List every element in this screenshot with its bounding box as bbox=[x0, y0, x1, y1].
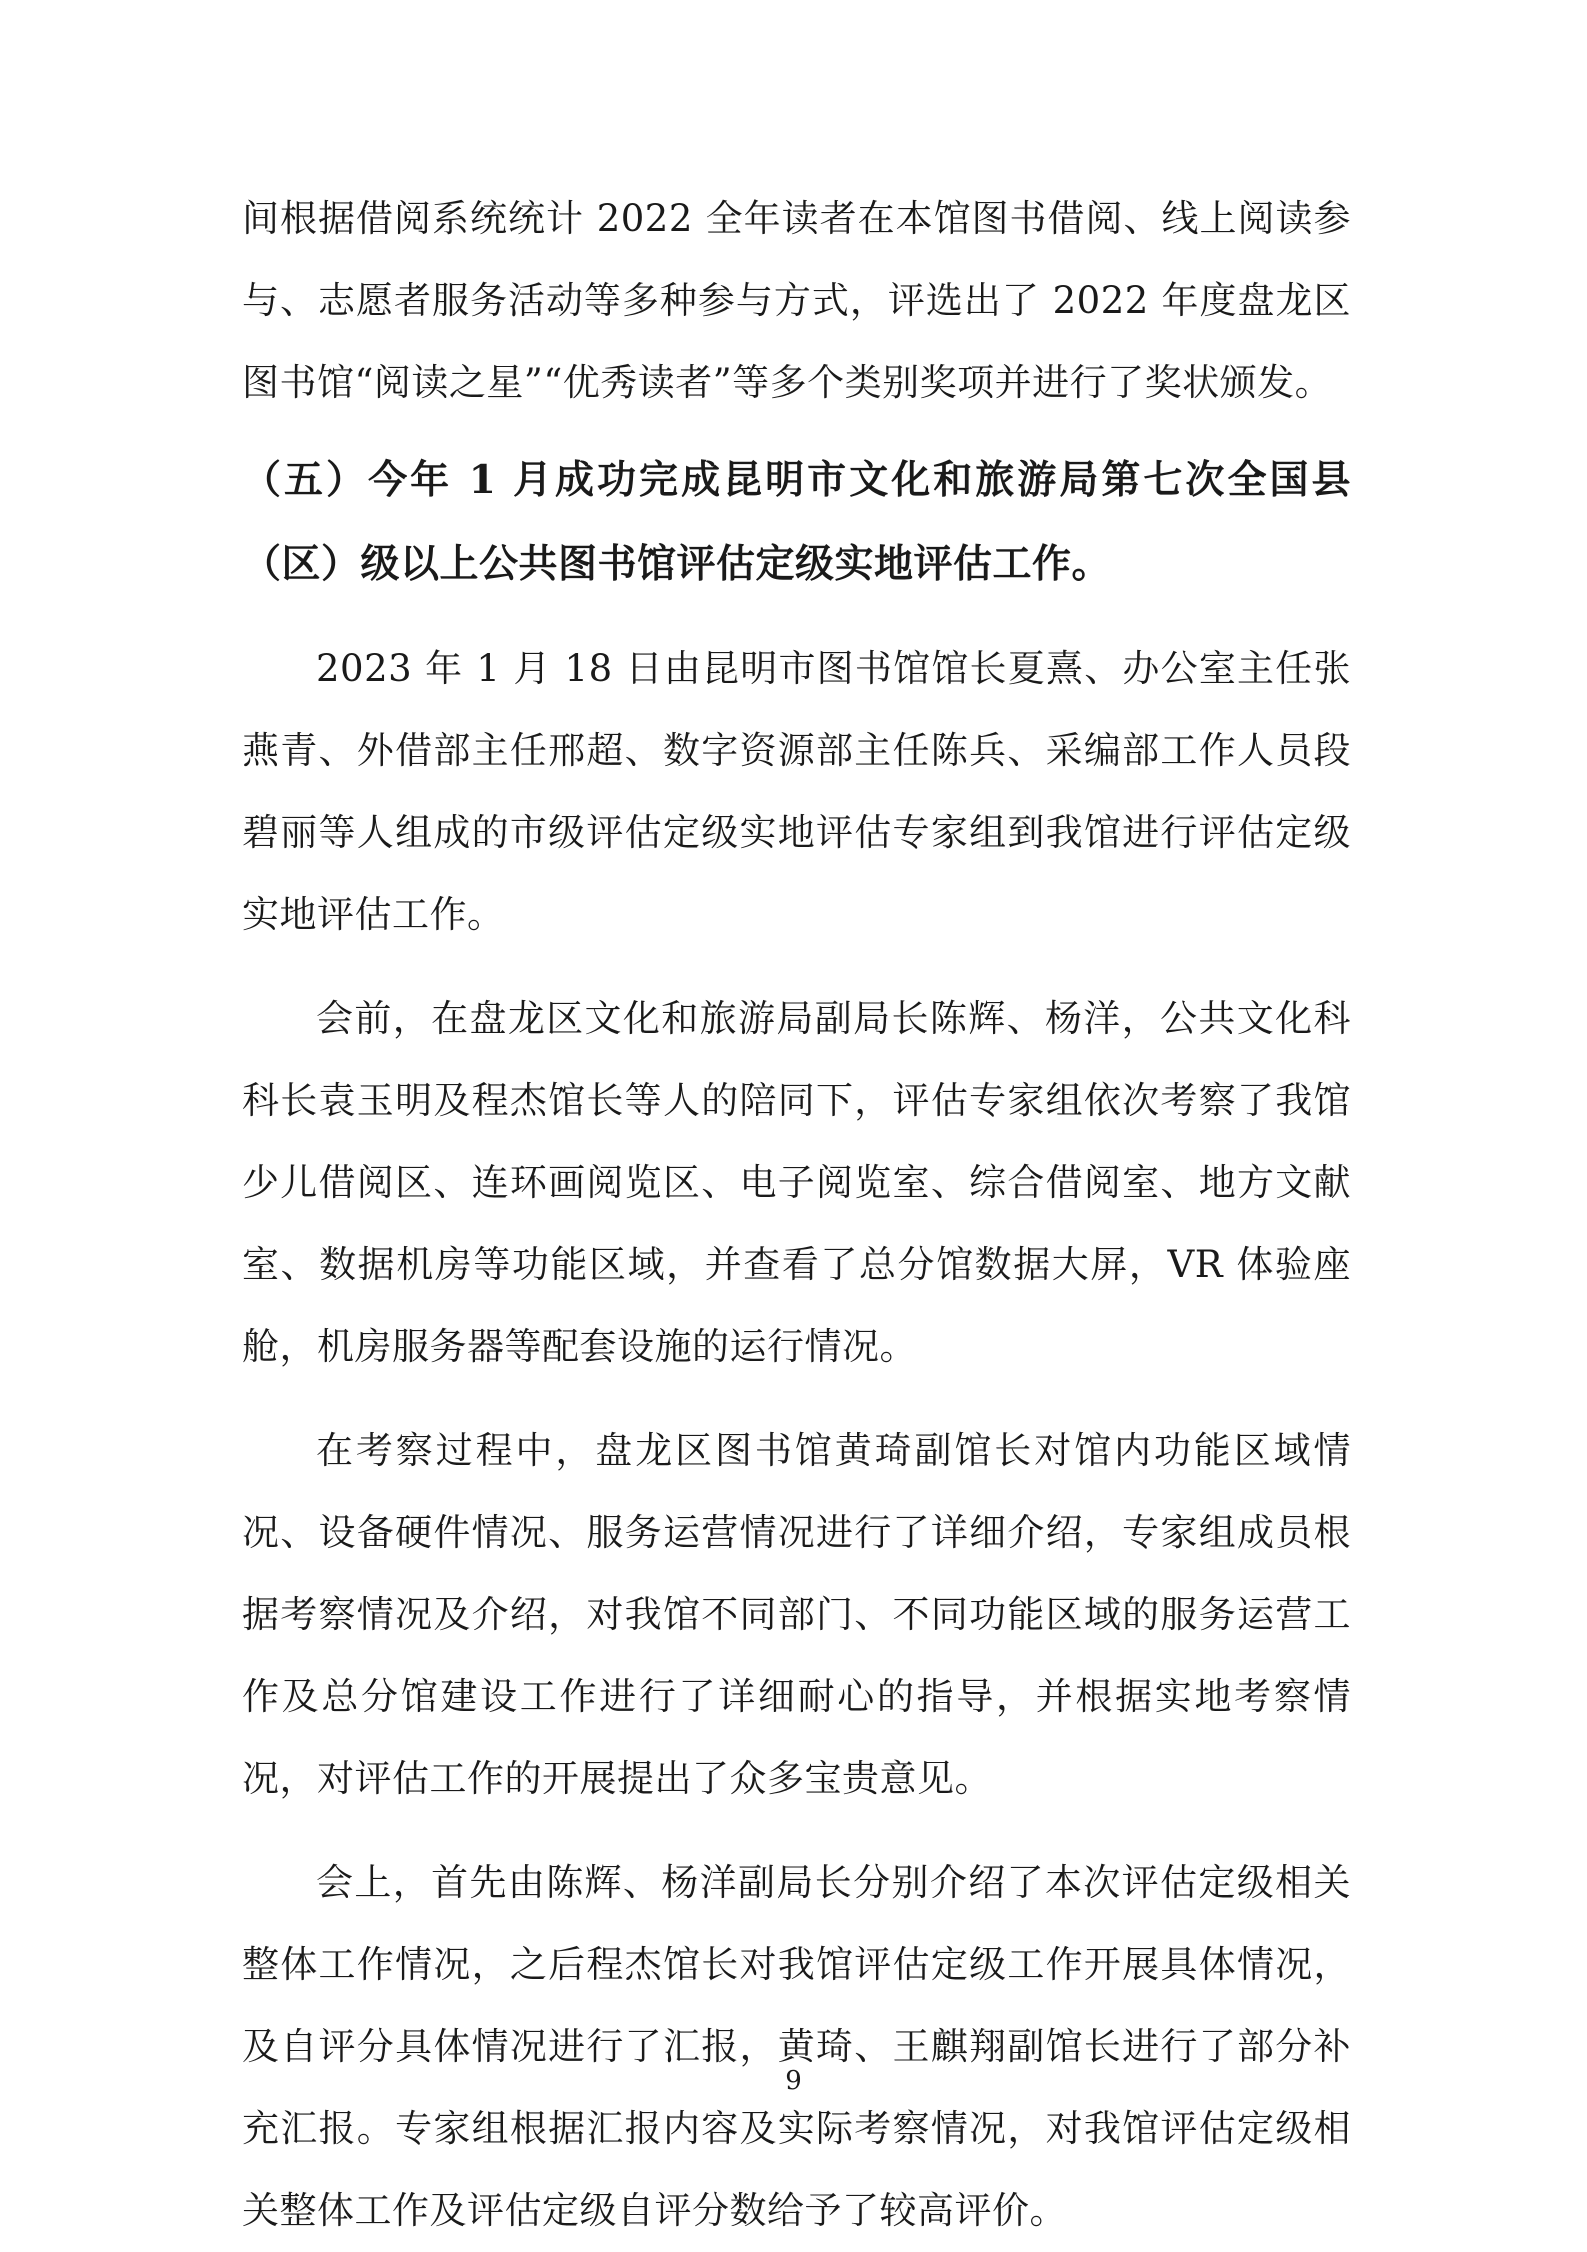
paragraph-inspection-guidance: 在考察过程中，盘龙区图书馆黄琦副馆长对馆内功能区域情况、设备硬件情况、服务运营情况进行了详细介绍，专家组成员根据考察情况及介绍，对我馆不同部门、不同功能区域的服务运营工作及总分馆建设工作进行了详细耐心的指导，并根据实地考察情况，对评估工作的开展提出了众多宝贵意见。 bbox=[242, 1429, 1351, 1800]
section-heading-five: （五）今年 1 月成功完成昆明市文化和旅游局第七次全国县（区）级以上公共图书馆评估定级实地评估工作。 bbox=[242, 457, 1351, 587]
paragraph-reader-awards: 间根据借阅系统统计 2022 全年读者在本馆图书借阅、线上阅读参与、志愿者服务活动等多种参与方式，评选出了 2022 年度盘龙区图书馆“阅读之星”“优秀读者”等多个类别奖项并进行了奖状颁发。 bbox=[242, 197, 1351, 404]
page-number: 9 bbox=[785, 2066, 802, 2096]
paragraph-expert-group: 2023 年 1 月 18 日由昆明市图书馆馆长夏熹、办公室主任张燕青、外借部主任邢超、数字资源部主任陈兵、采编部工作人员段碧丽等人组成的市级评估定级实地评估专家组到我馆进行评估定级实地评估工作。 bbox=[242, 647, 1351, 936]
paragraph-meeting-report: 会上，首先由陈辉、杨洋副局长分别介绍了本次评估定级相关整体工作情况，之后程杰馆长对我馆评估定级工作开展具体情况，及自评分具体情况进行了汇报，黄琦、王麒翔副馆长进行了部分补充汇报。专家组根据汇报内容及实际考察情况，对我馆评估定级相关整体工作及评估定级自评分数给予了较高评价。 bbox=[242, 1861, 1351, 2232]
paragraph-pre-meeting-inspection: 会前，在盘龙区文化和旅游局副局长陈辉、杨洋，公共文化科科长袁玉明及程杰馆长等人的陪同下，评估专家组依次考察了我馆少儿借阅区、连环画阅览区、电子阅览室、综合借阅室、地方文献室、数据机房等功能区域，并查看了总分馆数据大屏，VR 体验座舱，机房服务器等配套设施的运行情况。 bbox=[242, 997, 1351, 1368]
